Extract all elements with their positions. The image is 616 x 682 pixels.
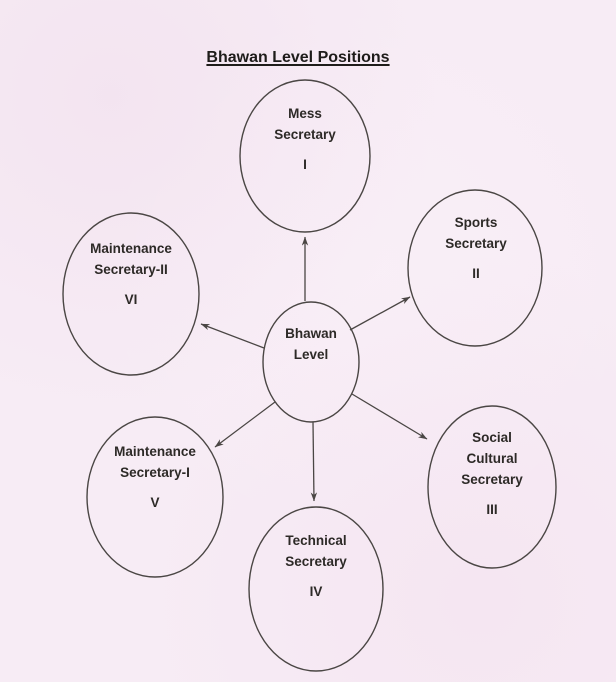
- node-social-cultural-secretary: [461, 427, 523, 520]
- node-numeral: III: [486, 502, 498, 517]
- node-label-line: Bhawan: [285, 326, 337, 341]
- node-label-line: Maintenance: [114, 444, 196, 459]
- node-label-line: Secretary: [445, 236, 507, 251]
- node-label-line: Maintenance: [90, 241, 172, 256]
- edge-bhawan-level-to-technical-secretary: [313, 422, 314, 501]
- node-numeral: IV: [309, 584, 323, 599]
- node-numeral: I: [303, 157, 307, 172]
- node-label-line: Secretary: [285, 554, 347, 569]
- node-numeral: II: [472, 266, 480, 281]
- edge-bhawan-level-to-maintenance-secretary-ii: [201, 324, 264, 348]
- node-label-line: Secretary-I: [120, 465, 190, 480]
- node-label-line: Cultural: [466, 451, 518, 466]
- node-label-line: Secretary-II: [94, 262, 168, 277]
- edge-bhawan-level-to-social-cultural-secretary: [352, 394, 427, 439]
- edge-bhawan-level-to-sports-secretary: [350, 297, 410, 330]
- node-label-line: Secretary: [274, 127, 336, 142]
- node-numeral: V: [150, 495, 160, 510]
- node-label-line: Sports: [454, 215, 498, 230]
- node-label-line: Secretary: [461, 472, 523, 487]
- page-title: Bhawan Level Positions: [206, 49, 390, 66]
- node-maintenance-secretary-i: [114, 441, 196, 513]
- node-numeral: VI: [124, 292, 138, 307]
- edge-bhawan-level-to-maintenance-secretary-i: [215, 402, 275, 447]
- node-sports-secretary: [445, 212, 507, 284]
- node-label-line: Mess: [288, 106, 322, 121]
- node-maintenance-secretary-ii: [90, 238, 172, 310]
- node-mess-secretary: [274, 103, 336, 175]
- node-technical-secretary: [285, 530, 347, 602]
- node-label-line: Social: [472, 430, 512, 445]
- node-label-line: Technical: [285, 533, 347, 548]
- node-bhawan-level-center: [285, 323, 337, 365]
- node-label-line: Level: [293, 347, 329, 362]
